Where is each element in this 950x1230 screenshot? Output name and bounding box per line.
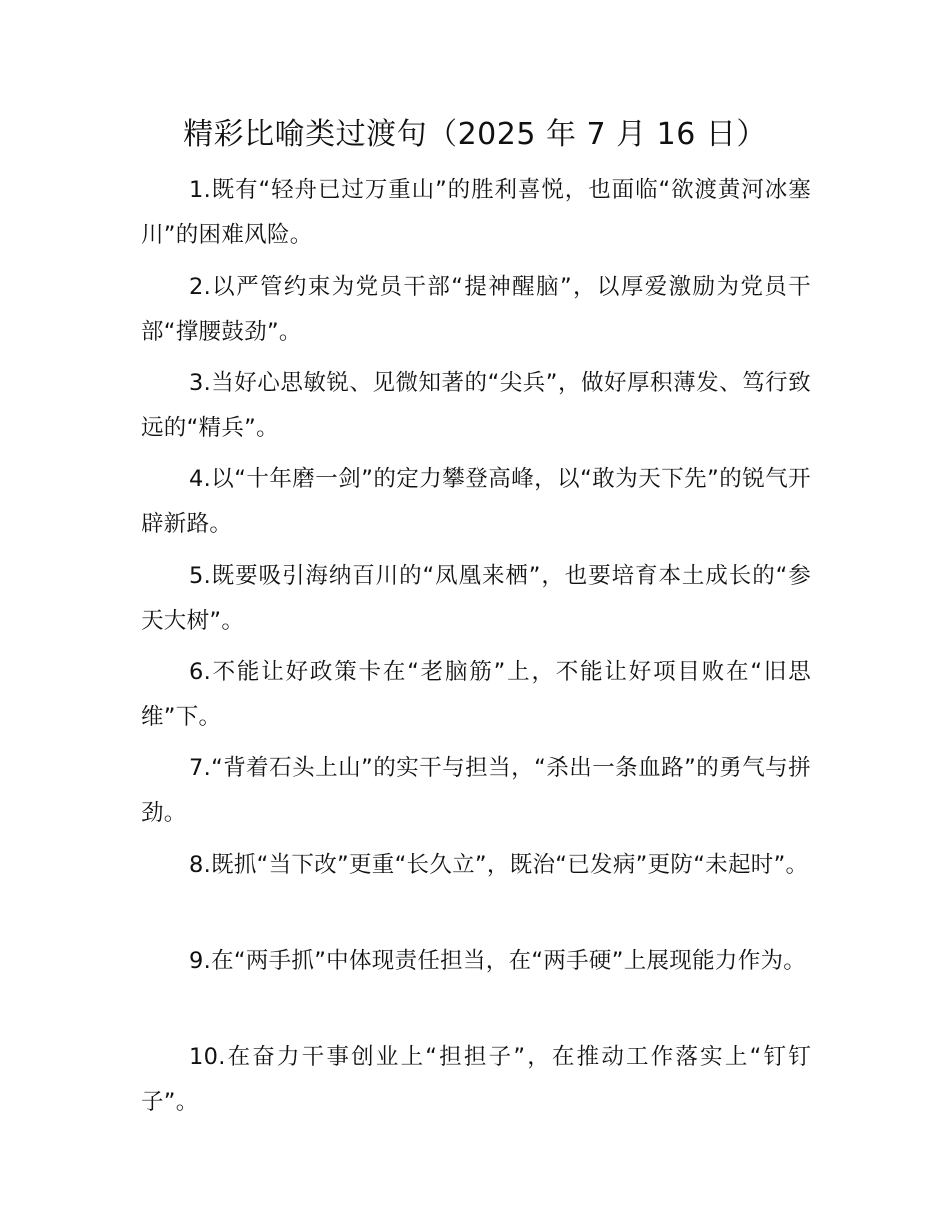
paragraph-1: 1.既有“轻舟已过万重山”的胜利喜悦，也面临“欲渡黄河冰塞川”的困难风险。 [141, 177, 811, 248]
paragraph-8: 8.既抓“当下改”更重“长久立”，既治“已发病”更防“未起时”。 [189, 852, 809, 878]
paragraph-6: 6.不能让好政策卡在“老脑筋”上，不能让好项目败在“旧思维”下。 [141, 659, 811, 730]
paragraph-4: 4.以“十年磨一剑”的定力攀登高峰，以“敢为天下先”的锐气开辟新路。 [141, 466, 811, 537]
paragraph-7: 7.“背着石头上山”的实干与担当，“杀出一条血路”的勇气与拼劲。 [141, 755, 811, 826]
paragraph-2: 2.以严管约束为党员干部“提神醒脑”，以厚爱激励为党员干部“撑腰鼓劲”。 [141, 274, 811, 345]
paragraph-10: 10.在奋力干事创业上“担担子”，在推动工作落实上“钉钉子”。 [141, 1044, 811, 1115]
paragraph-5: 5.既要吸引海纳百川的“凤凰来栖”，也要培育本土成长的“参天大树”。 [141, 563, 811, 634]
paragraph-9: 9.在“两手抓”中体现责任担当，在“两手硬”上展现能力作为。 [189, 948, 807, 974]
document-title: 精彩比喻类过渡句（2025 年 7 月 16 日） [183, 117, 767, 152]
paragraph-3: 3.当好心思敏锐、见微知著的“尖兵”，做好厚积薄发、笃行致远的“精兵”。 [141, 370, 811, 441]
